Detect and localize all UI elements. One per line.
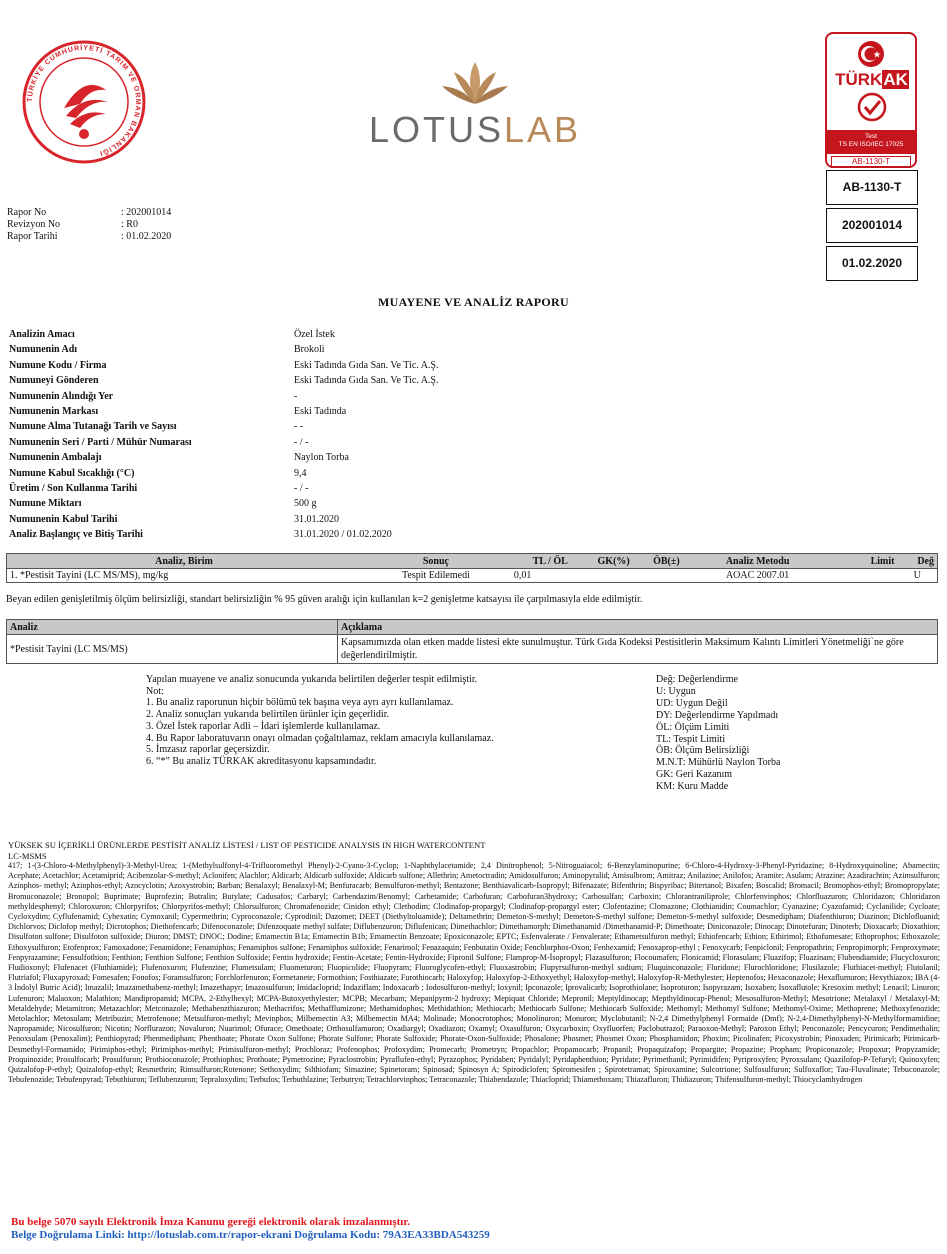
info-row: Analizin Amacı Özel İstek	[9, 329, 335, 340]
verification-link[interactable]: Belge Doğrulama Linki: http://lotuslab.com.tr/rapor-ekrani Doğrulama Kodu: 79A3EA33BDA543259	[11, 1229, 490, 1241]
results-header-row: Analiz, Birim Sonuç TL / ÖL GK(%) ÖB(±) Analiz Metodu Limit Değ	[7, 554, 938, 569]
legend-item: KM: Kuru Madde	[656, 781, 729, 793]
info-row: Numunenin Alındığı Yer -	[9, 390, 298, 402]
info-row: Numune Kodu / Firma Eski Tadında Gıda San. Ve Tic. A.Ş.	[9, 359, 439, 371]
turkak-code: AB-1130-T	[831, 156, 911, 168]
info-row: Analiz Başlangıç ve Bitiş Tarihi 31.01.2020 / 01.02.2020	[9, 529, 392, 541]
report-date-box: 01.02.2020	[826, 246, 918, 281]
legend-item: ÖB: Ölçüm Belirsizliği	[656, 745, 750, 757]
table-row: *Pestisit Tayini (LC MS/MS) Kapsamımızda olan etken madde listesi ekte sunulmuştur. Türk Gıda Kodeksi Pestisitlerin Maksimum Kalıntı Limitleri Yönetmeliği`ne göre değerlendirilmiştir.	[7, 635, 938, 664]
pesticide-list-body: 417; 1-(3-Chloro-4-Methylphenyl)-3-Methyl-Urea; 1-(Methylsulfonyl-4-Trifluoromethyl Phenyl)-2-Cyano-3-Cyclop; 1-Naphthylacetamide; 2,4 Dinitrophenol; 5-Nitroguaiacol; 6-Benzylaminopurine; 6-Chloro-4-Hydroxy-3-Phenyl-Pyridazine; 8-Hydroxyquinoline; Abamectin; Acephate; Acetachlor; Acetamiprid; Acibenzolar-S-methyl; Aclonifen; Alachlor; Aldicarb; Aldicarb sulfoxide; Aldicarb sulfone; Allethrin; Ametoctradin; Amidosulfuron; Aminopyralid; Amisulbrom; Amitraz; Anilazine; Anilofos; Aramite; Asulam; Atrazine; Azadirachtin; Azimsulfuron; Azinphos- methyl; Azinphos-ethyl; Azocyclotin; Azoxystrobin; Barban; Benalaxyl; Benalaxyl-M; Benfuracarb; Bensulfuron-methyl; Bentazone; Benthiavalicarb-Isopropyl; Bifenazate; Bifenthrin; Bispyribac; Bitertanol; Bixafen; Boscalid; Bromacil; Bromophos-ethyl; Bromopropylate; Bromuconazole; Bronopol; Buprimate; Buprofezin; Butralin; Butylate; Cadusafos; Carbaryl; Carbendazim/Benomyl; Carbetamide; Carbofuran; Carbofuran3hydroxy; Carbosulfan; Carboxin; Chlorantraniliprole; Chlorfenvinphos; Chlorfluazuron; Chloridazon; Chloridazon methyldesphenyl; Chloroxuron; Chlorpyrifos; Chlorpyrifos-methyl; Chlorsulfuron; Chromafenozide; Cinidon ethyl; Clethodim; Clodinafop-propargyl; Clodinafop-propargyl ester; Clofentazine; Clomazone; Clothianidin; Coumachlor; Cyanazine; Cyazofamid; Cyclanilide; Cycloate; Cycloxydim; Cyflufenamid; Cyhexatin; Cymoxanil; Cypermethrin; Cyproconazole; Cyprodinil; Dazomet; DEET (Diethyltoluamide); Deltamethrin; Demeton-S-methyl; Demeton-S-methyl sulfone; Demeton-S-methyl sulfoxide; Desmedipham; Diafenthiuron; Diazinon; Dichlofluanid; Dichlorvos; Diclofop methyl; Dicrotophos; Diethofencarb; Difenoconazole; Difenzoquate methyl sulfate; Diflubenzuron; Diflufenican; Dimethachlor; Dimethamorph; Dimethanamid /Dimethanamid-P; Dimethoate; Diniconazole; Dinocap; Dinotefuran; Dinoterb; Dioxacarb; Dioxathion; Disulfoton sulfone; Disulfoton sulfoxide; Diuron; DMST; DNOC; Dodine; Emamectin B1a; Emamectin B1b; Emamectin Benzoate; Epoxiconazole; EPTC; Esfenvalerate / Fenvalerate; Ethametsulfuron methyl; Ethiofencarb; Ethion; Ethirimol; Ethofumesate; Ethoprophos; Ethoxazole; Ethoxysulfuron; Etofenprox; Famoxadone; Fenamidone; Fenamiphos; Fenamiphos sulfone; Fenamiphos sulfoxide; Fenarimol; Fenazaquin; Fenbutatin Oxide; Fenchlorphos-Oxon; Fenhexamid; Fenoxaprop-ethyl ; Fenoxycarb; Fenpiclonil; Fenpropathrin; Fenpropimorph; Fenproxymate; Fenpyrazamine; Fensulfothion; Fenthion; Fenthion Sulfone; Fenthion Sulfoxide; Fentin hydroxide; Fentin-Acetate; Fentin-Hydroxide; Fipronil Sulfone; Flamprop-M-İsopropyl; Flazasulfuron; Flocoumafen; Flonicamid; Florasulam; Fluazifop; Fluazinam; Flubendiamide; Flucycloxuron; Fludioxonyl; Flufenacet (Fluthiamide); Flufenoxuron; Flufenzine; Flumetsulam; Fluometuron; Fluopicolide; Fluopyram; Fluoroglycofen-ethyl; Fluoxastrobin; Flupyrsulfuron-methyl sodium; Fluquinconazole; Fluridone; Flurochloridone; Flusilazole; Fluthiacet-methyl; Flutolanil; Flutriafol; Fluxapyroxad; Fomesafen; Fonofos; Foramsulfuron; Forchlorfenuron; Formetanete; Formothion; Fosthiazate; Furothiocarb; Haloxyfop; Haloxyfop-2-Ethoxyethyl; Haloxyfop-methyl; Haloxyfop-R-Methylester; Heptenofos; Hexaconazole; Hexaflumuron; Hexythiazox; IBA (4-3 İndolyl Butric Acid); Imazalil; Imazamethabenz-methyl; Imazethapyr; Imazosulfuron; Imidacloprid; Indaziflam; Indoxacarb ; Iodosulfuron-methyl; Ioxynil; Ipconazole; Iprovalicarb; Isoprothiolane; Isoproturon; Isopyrazam; Isoxaben; Isoxaflutole; Kresoxim methyl; Lenacil; Linuron; Lufenuron; Malaoxon; Malathion; Mandipropamid; MCPA, 2-Ethylhexyl; MCPA-Butoxyethylester; MCPB; Mecarbam; Mepanipyrm-2 hydroxy; Mepiquat Chloride; Mepronil; Meptyldinocap; Mepthyldinocap-Phenol; Mesosulfuron-Methyl; Mesotrione; Metalaxyl / Metalaxyl-M; Metaldehyde; Metamitron; Metazachlor; Metconazole; Methabenzthiazuron; Methacrifos; Methafflumizone; Methamidophos; Methidathion; Methiocarb; Methiocarb Sulfone; Methiocarb Sulfoxide; Methomyl; Methomyl Sulfone; Methomyl-Oxime; Methoprene; Methoxyfenozide; Metolachlor; Metosulam; Metribuzin; Metrofenone; Metsulfuron-methyl; Mevinphos; Milbemectin A3; Milbemectin MA4; Molinade; Monocrotophos; Monolinuron; Monuron; Myclobutanil; N-2,4 Dimethylphenyl Formaide (Dmf); N-2,4-Dimethylphenyl-N-Methylformamidine; Napropamide; Nicosulfuron; Nicotin; Norflurazon; Novaluron; Nuarimol; Ofurace; Omethoate; Orthosulfamuron; Oxadiargyl; Oxadiazon; Oxamyl; Oxasulfuron; Oxycarboxin; Oxyfluorfen; Paclobutrazol; Paraoxon-Methyl; Paroxon Ethyl; Penconazole; Pencycuron; Pendimethalin; Penoxsulam (Penoxalim); Penthiopyrad; Phenmedipham; Phenthoate; Phorate Oxon Sulfone; Phorate Sulfone; Phorate Sulfoxide; Phorate-Oxon-Sulfoxide; Phosalone; Phosmet; Phosmet Oxon; Phosphamidon; Phoxim; Picolinafen; Picoxystrobin; Pinoxaden; Pirimicarb; Pirimicarb-Desmethyl-Formamido; Pirimiphos-ethyl; Pirimiphos-methyl; Primisulfuron-methyl; Prochloraz; Profenophos; Profoxydim; Promecarb; Prometryn; Propachlor; Propamocarb; Propanil; Propaquizafop; Propargite; Propazine; Propham; Propiconazole; Propoxur; Propyzamide; Proquinozide; Prosulfocarb; Prosulfuron; Prothioconazole; Prothiophos; Prothoate; Pymetrozine; Pyraclostrobin; Pyraflufen-ethyl; Pyrazophos; Pyridaben; Pyridalyl; Pyridaphenthion; Pyridate; Pyrimethanil; Pyrimidifen; Pyriproxyfen; Pyroxsulam; Quazilofop-P-Tefuryl; Quinoxyfen; Quizalofop-P-ethyl; Quizalofop-ethyl; Resmethrin; Rimsulfuron;Rotenone; Sethoxydim; Silthiofam; Simazine; Spinetoram; Spinosad; Spinosyn A; Spirodiclofen; Spiromesifen ; Spirotetramat; Spiroxamine; Sulcotrione; Sulfosulfuron; Sulfoxaflor; Tau-Fluvalinate; Tebuconazole; Tebufenozide; Tebufenpyrad; Tebuthiuron; Teflubenzuron; Tepraloxydim; Terbufos; Terbuthlazine; Terbutryn; Tetrachlorvinphos; Tetraconazole; Thiabendazole; Thiacloprid; Thiamethoxam; Thiazafluron; Thidiazuron; Thifensulfuron-methyl; Thiocyclamhydrogen	[8, 861, 940, 1085]
svg-text:TÜRKİYE CUMHURİYETİ TARIM VE O: TÜRKİYE CUMHURİYETİ TARIM VE ORMAN BAKANLIĞI	[26, 44, 142, 157]
turkak-accreditation-badge	[825, 32, 917, 168]
turkak-standard-band: Test TS EN ISO/IEC 17025	[827, 130, 915, 154]
legend-item: U: Uygun	[656, 685, 696, 697]
info-row: Numunenin Kabul Tarihi 31.01.2020	[9, 513, 339, 525]
info-row: Numune Kabul Sıcaklığı (°C) 9,4	[9, 467, 307, 479]
pesticide-list	[8, 840, 940, 1085]
report-title: MUAYENE VE ANALİZ RAPORU	[378, 295, 569, 309]
legend-item: M.N.T: Mühürlü Naylon Torba	[656, 757, 781, 769]
report-number-box: 202001014	[826, 208, 918, 243]
logo-brand-right: LAB	[503, 109, 582, 150]
crescent-star-icon	[857, 40, 885, 68]
info-row: Numuneyi Gönderen Eski Tadında Gıda San. Ve Tic. A.Ş.	[9, 375, 439, 387]
legend-item: Değ: Değerlendirme	[656, 674, 738, 685]
e-signature-notice	[11, 1216, 911, 1242]
pesticide-list-heading: YÜKSEK SU İÇERİKLİ ÜRÜNLERDE PESTİSİT ANALİZ LİSTESİ / LIST OF PESTICIDE ANALYSIS IN HIGH WATERCONTENT	[8, 840, 486, 850]
info-row: Numunenin Seri / Parti / Mühür Numarası - / -	[9, 436, 309, 448]
results-table	[6, 553, 938, 583]
logo-brand-left: LOTUS	[368, 109, 504, 150]
legend-item: UD: Uygun Değil	[656, 697, 728, 709]
report-id-boxes	[826, 170, 918, 284]
info-row: Numune Alma Tutanağı Tarih ve Sayısı - -	[9, 421, 304, 433]
explanation-header-row: Analiz Açıklama	[7, 620, 938, 635]
lotuslab-logo	[340, 58, 610, 158]
checkmark-icon	[857, 92, 887, 122]
notes-block	[146, 674, 646, 768]
legend-item: GK: Geri Kazanım	[656, 769, 733, 781]
pesticide-list-method: LC-MSMS	[8, 850, 47, 861]
e-signature-statement: Bu belge 5070 sayılı Elektronik İmza Kanunu gereği elektronik olarak imzalanmıştır.	[11, 1216, 410, 1228]
report-meta: Rapor No : 202001014 Revizyon No : R0 Rapor Tarihi : 01.02.2020	[7, 207, 172, 242]
legend-item: DY: Değerlendirme Yapılmadı	[656, 709, 779, 721]
legend-item: TL: Tespit Limiti	[656, 733, 726, 745]
info-row: Numunenin Ambalajı Naylon Torba	[9, 452, 349, 464]
info-row: Numunenin Markası Eski Tadında	[9, 406, 347, 418]
ministry-seal-logo	[20, 38, 148, 166]
info-row: Numunenin Adı Brokoli	[9, 344, 325, 356]
note-line: 1. Bu analiz raporunun hiçbir bölümü tek başına veya ayrı ayrı kullanılamaz.	[146, 697, 454, 709]
note-line: 2. Analiz sonuçları yukarıda belirtilen ürünler için geçerlidir.	[146, 709, 389, 721]
note-line: Not:	[146, 685, 164, 697]
note-line: Yapılan muayene ve analiz sonucunda yukarıda belirtilen değerler tespit edilmiştir.	[146, 674, 478, 685]
lotus-flower-icon	[440, 58, 510, 108]
accreditation-number-box: AB-1130-T	[826, 170, 918, 205]
turkak-name: TÜRKAK	[835, 70, 908, 89]
info-row: Numune Miktarı 500 g	[9, 498, 317, 510]
note-line: 4. Bu Rapor laboratuvarın onayı olmadan çoğaltılamaz, reklam amacıyla kullanılamaz.	[146, 732, 494, 744]
info-row: Üretim / Son Kullanma Tarihi - / -	[9, 483, 309, 495]
note-line: 6. “*” Bu analiz TÜRKAK akreditasyonu kapsamındadır.	[146, 755, 377, 767]
note-line: 3. Özel İstek raporlar Adli – İdari işlemlerde kullanılamaz.	[146, 720, 381, 732]
note-line: 5. İmzasız raporlar geçersizdir.	[146, 744, 270, 756]
legend-item: ÖL: Ölçüm Limiti	[656, 721, 730, 733]
uncertainty-note: Beyan edilen genişletilmiş ölçüm belirsizliği, standart belirsizliğin % 95 güven aralığı için kullanılan k=2 genişletme katsayısı ile çarpılmasıyla elde edilmiştir.	[6, 594, 643, 605]
table-row: 1. *Pestisit Tayini (LC MS/MS), mg/kg Tespit Edilemedi 0,01 AOAC 2007.01 U	[7, 569, 938, 583]
sample-info	[9, 327, 609, 543]
abbreviation-legend	[656, 674, 936, 793]
explanation-table	[6, 619, 938, 664]
